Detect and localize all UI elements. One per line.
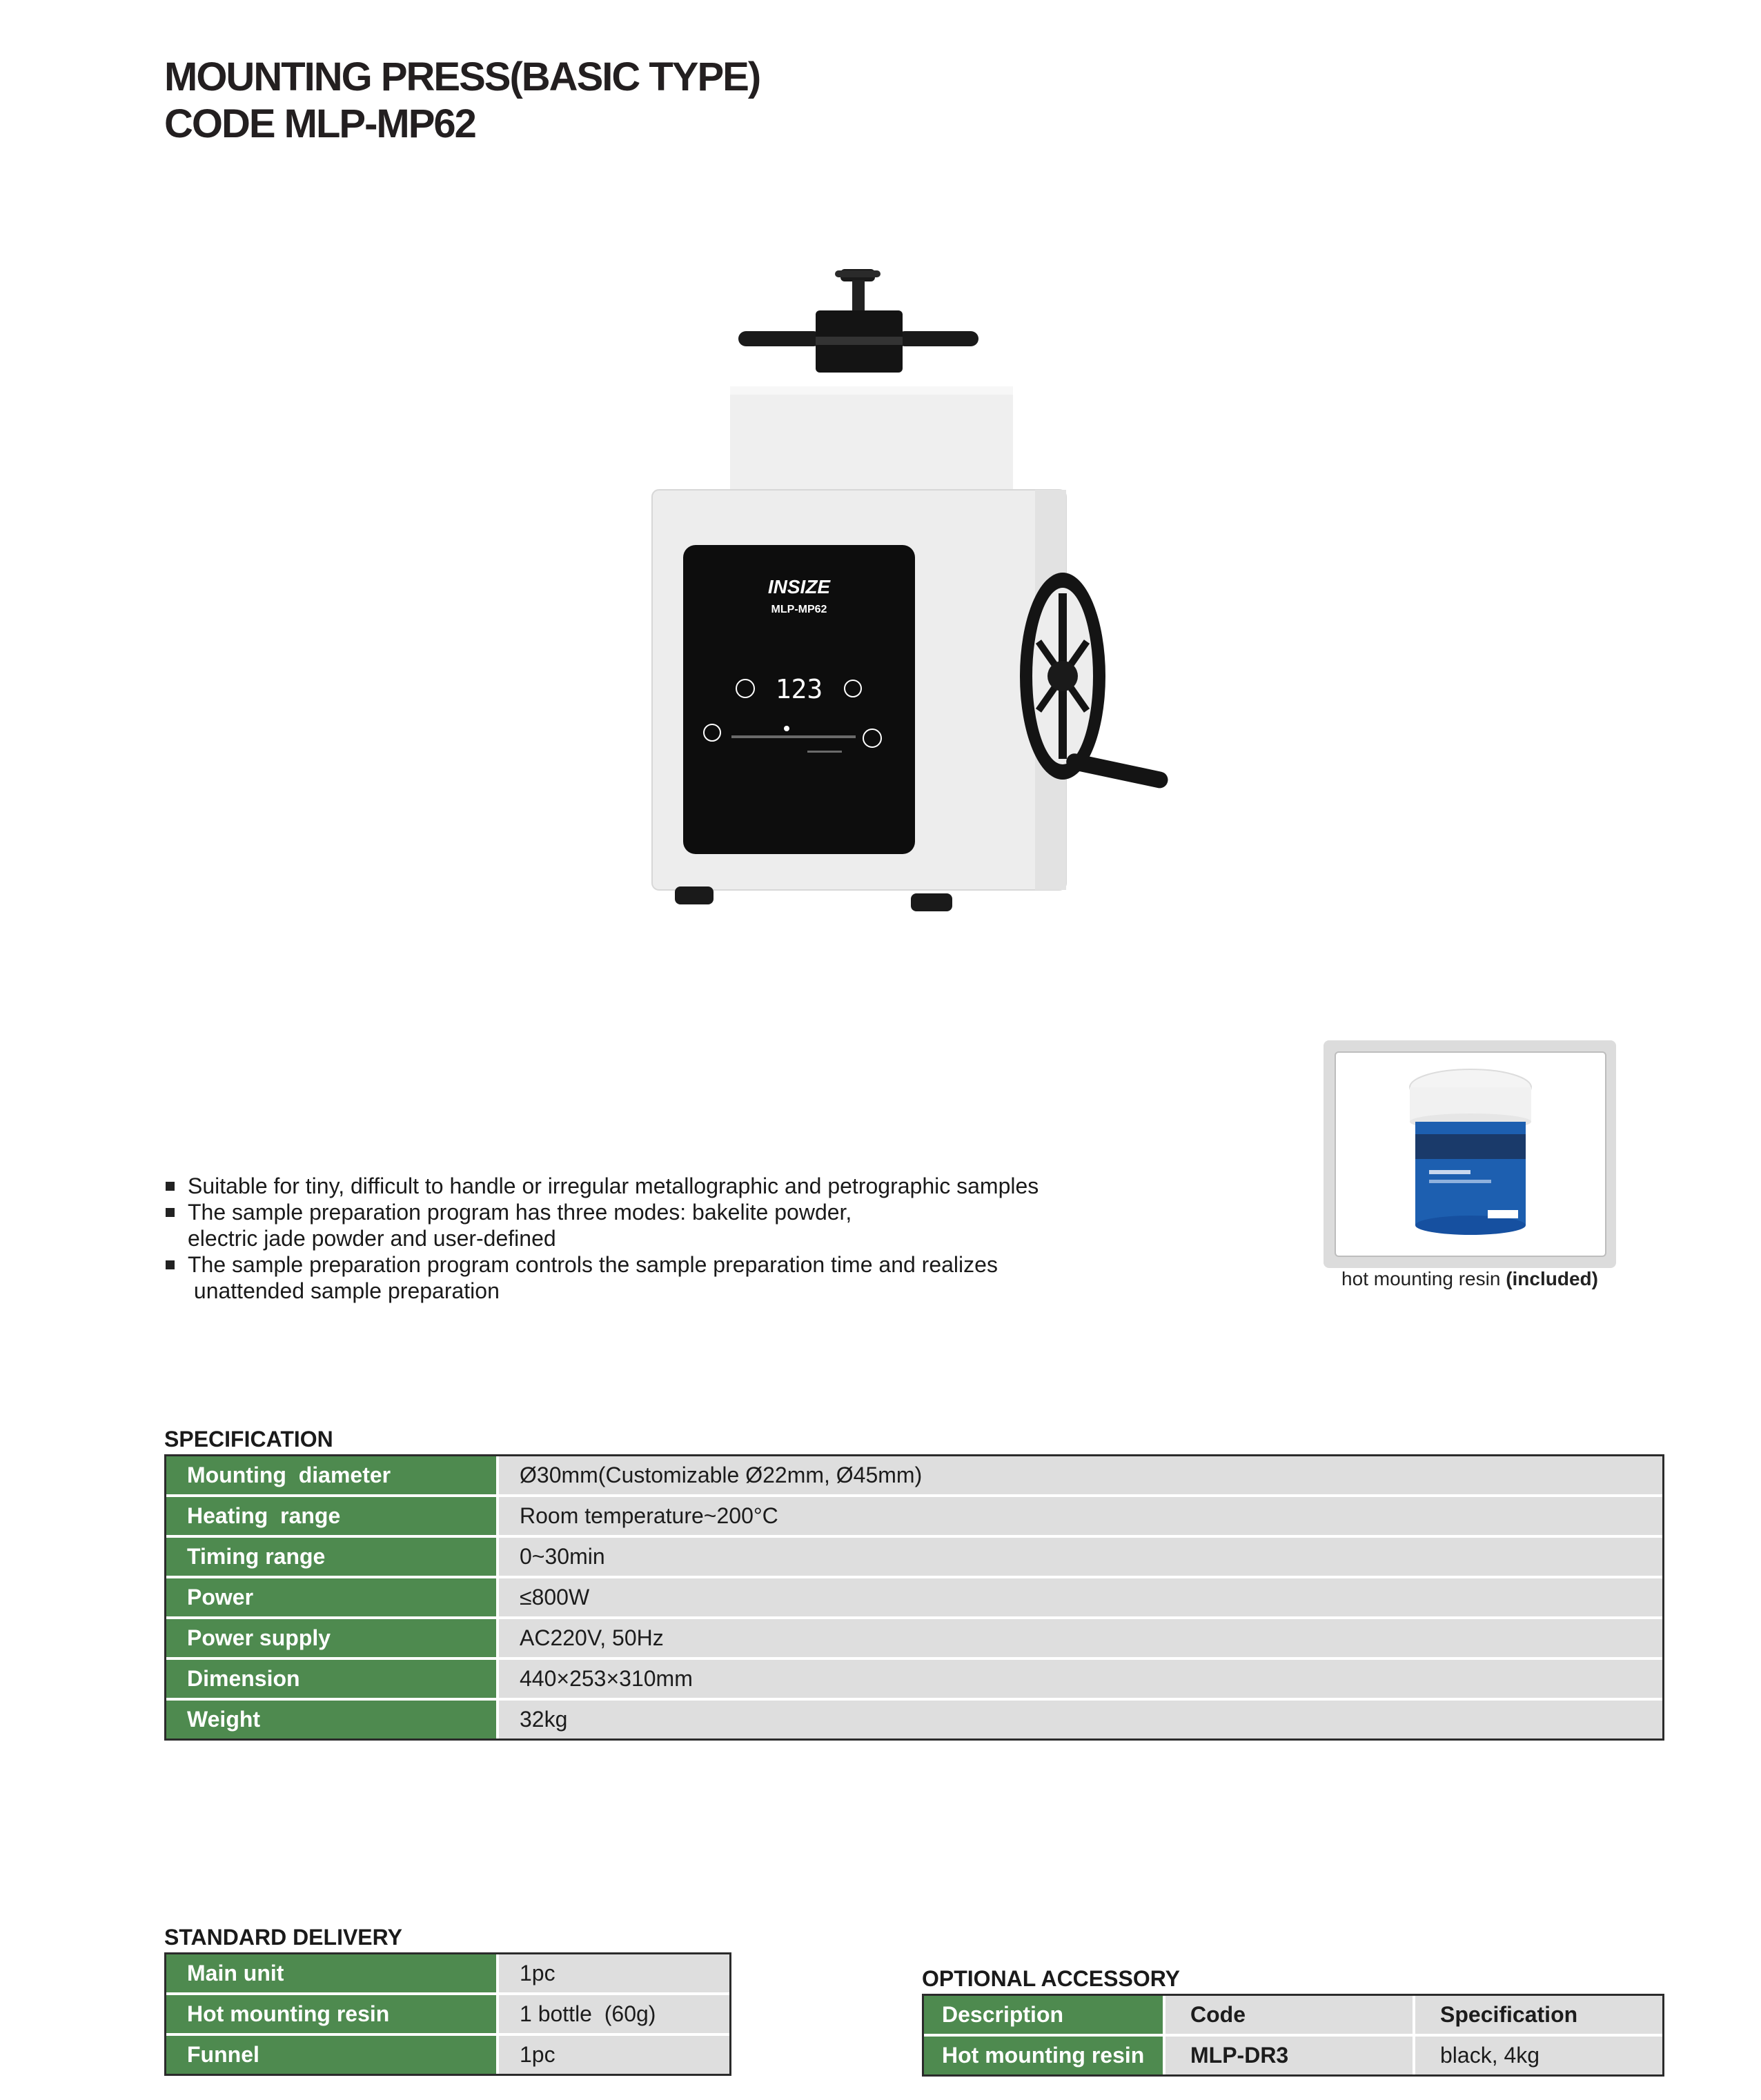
column-header-specification: Specification bbox=[1415, 1996, 1662, 2037]
accessory-code: MLP-DR3 bbox=[1165, 2037, 1415, 2074]
feature-text: The sample preparation program controls the sample preparation time and realizes bbox=[188, 1252, 998, 1277]
feature-text-continued: unattended sample preparation bbox=[188, 1278, 500, 1303]
table-row bbox=[166, 1456, 1662, 1497]
delivery-label: Funnel bbox=[166, 2036, 499, 2074]
spec-label: Heating range bbox=[166, 1497, 499, 1538]
column-header-code: Code bbox=[1165, 1996, 1415, 2037]
delivery-label: Main unit bbox=[166, 1954, 499, 1995]
feature-text-continued: electric jade powder and user-defined bbox=[188, 1226, 556, 1251]
resin-caption-included: (included) bbox=[1506, 1268, 1598, 1289]
delivery-value: 1pc bbox=[499, 1954, 729, 1995]
standard-delivery-table bbox=[164, 1952, 731, 2076]
table-row bbox=[166, 1954, 729, 1995]
table-row bbox=[166, 1578, 1662, 1619]
feature-list bbox=[164, 1173, 1186, 1304]
optional-accessory-heading: OPTIONAL ACCESSORY bbox=[922, 1966, 1180, 1991]
spec-value: ≤800W bbox=[499, 1578, 1662, 1619]
feature-text: The sample preparation program has three modes: bakelite powder, bbox=[188, 1200, 852, 1225]
spec-value: 440×253×310mm bbox=[499, 1660, 1662, 1701]
specification-heading: SPECIFICATION bbox=[164, 1427, 333, 1452]
table-row bbox=[166, 1538, 1662, 1578]
table-row bbox=[166, 1619, 1662, 1660]
panel-brand-logo: INSIZE bbox=[767, 576, 831, 597]
panel-model-label: MLP-MP62 bbox=[771, 604, 827, 615]
spec-value: 0~30min bbox=[499, 1538, 1662, 1578]
table-row bbox=[166, 1497, 1662, 1538]
feature-item bbox=[164, 1199, 1186, 1251]
mounting-press-image bbox=[621, 255, 1187, 918]
accessory-specification: black, 4kg bbox=[1415, 2037, 1662, 2074]
spec-value: AC220V, 50Hz bbox=[499, 1619, 1662, 1660]
title-line-2: CODE MLP-MP62 bbox=[164, 101, 475, 146]
spec-label: Weight bbox=[166, 1701, 499, 1739]
table-row bbox=[924, 2037, 1662, 2074]
spec-label: Power bbox=[166, 1578, 499, 1619]
specification-table bbox=[164, 1454, 1664, 1741]
spec-value: 32kg bbox=[499, 1701, 1662, 1739]
panel-display: 123 bbox=[775, 674, 823, 704]
spec-label: Power supply bbox=[166, 1619, 499, 1660]
table-row bbox=[166, 1995, 729, 2036]
page-title bbox=[164, 54, 760, 148]
spec-value: Room temperature~200°C bbox=[499, 1497, 1662, 1538]
feature-text: Suitable for tiny, difficult to handle or irregular metallographic and petrographic samples bbox=[188, 1173, 1039, 1198]
optional-accessory-table bbox=[922, 1994, 1664, 2077]
delivery-label: Hot mounting resin bbox=[166, 1995, 499, 2036]
table-row bbox=[166, 1701, 1662, 1739]
spec-value: Ø30mm(Customizable Ø22mm, Ø45mm) bbox=[499, 1456, 1662, 1497]
table-row bbox=[166, 2036, 729, 2074]
spec-label: Timing range bbox=[166, 1538, 499, 1578]
feature-item bbox=[164, 1251, 1186, 1304]
feature-item bbox=[164, 1173, 1186, 1199]
table-header-row bbox=[924, 1996, 1662, 2037]
accessory-description: Hot mounting resin bbox=[924, 2037, 1165, 2074]
resin-image-frame bbox=[1324, 1040, 1616, 1268]
delivery-value: 1 bottle (60g) bbox=[499, 1995, 729, 2036]
resin-caption bbox=[1324, 1268, 1616, 1290]
column-header-description: Description bbox=[924, 1996, 1165, 2037]
table-row bbox=[166, 1660, 1662, 1701]
title-line-1: MOUNTING PRESS(BASIC TYPE) bbox=[164, 55, 760, 99]
spec-label: Mounting diameter bbox=[166, 1456, 499, 1497]
spec-label: Dimension bbox=[166, 1660, 499, 1701]
delivery-value: 1pc bbox=[499, 2036, 729, 2074]
resin-caption-text: hot mounting resin bbox=[1341, 1268, 1506, 1289]
resin-image bbox=[1335, 1051, 1606, 1257]
resin-jar-icon bbox=[1336, 1053, 1605, 1256]
standard-delivery-heading: STANDARD DELIVERY bbox=[164, 1925, 402, 1950]
